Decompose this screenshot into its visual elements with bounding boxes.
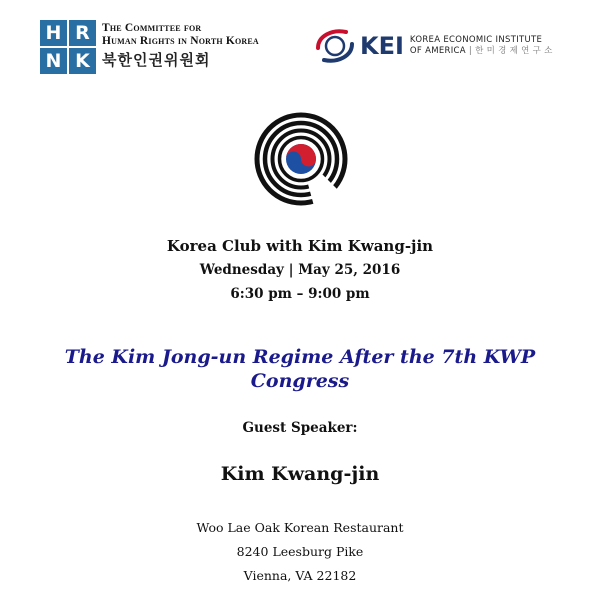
guest-speaker-name: Kim Kwang-jin xyxy=(220,463,380,485)
hrnk-letter: R xyxy=(69,20,96,46)
hrnk-wordmark xyxy=(102,22,259,70)
venue-city: Vienna, VA 22182 xyxy=(243,568,357,583)
hrnk-korean-name: 북한인권위원회 xyxy=(102,51,211,69)
kei-full-name xyxy=(410,35,553,57)
hrnk-letter-grid xyxy=(40,20,96,74)
guest-speaker-label: Guest Speaker: xyxy=(242,420,358,436)
kei-swoosh-icon xyxy=(312,26,358,66)
kei-name-line1: KOREA ECONOMIC INSTITUTE xyxy=(409,35,543,45)
hrnk-letter: H xyxy=(40,20,67,46)
hrnk-logo xyxy=(40,20,259,74)
talk-title-line2: Congress xyxy=(250,370,350,392)
kei-name-separator: | xyxy=(468,46,476,56)
talk-title xyxy=(0,345,600,393)
kei-acronym: KEI xyxy=(360,32,404,60)
venue-name: Woo Lae Oak Korean Restaurant xyxy=(196,520,404,535)
hrnk-letter: K xyxy=(69,48,96,74)
event-title: Korea Club with Kim Kwang-jin xyxy=(166,237,434,255)
korea-club-emblem-icon xyxy=(254,112,348,206)
kei-logo xyxy=(312,26,553,66)
talk-title-line1: The Kim Jong-un Regime After the 7th KWP xyxy=(64,346,536,368)
kei-name-line2 xyxy=(410,46,553,57)
event-time: 6:30 pm – 9:00 pm xyxy=(230,286,370,302)
hrnk-name-line2: Human Rights in North Korea xyxy=(102,35,259,47)
venue-address xyxy=(0,516,600,588)
event-date: Wednesday | May 25, 2016 xyxy=(199,262,401,278)
kei-name-korean: 한 미 경 제 연 구 소 xyxy=(475,46,553,56)
venue-street: 8240 Leesburg Pike xyxy=(236,544,364,559)
hrnk-letter: N xyxy=(40,48,67,74)
hrnk-name-line1: The Committee for xyxy=(102,22,202,34)
kei-name-english: OF AMERICA xyxy=(409,46,466,56)
